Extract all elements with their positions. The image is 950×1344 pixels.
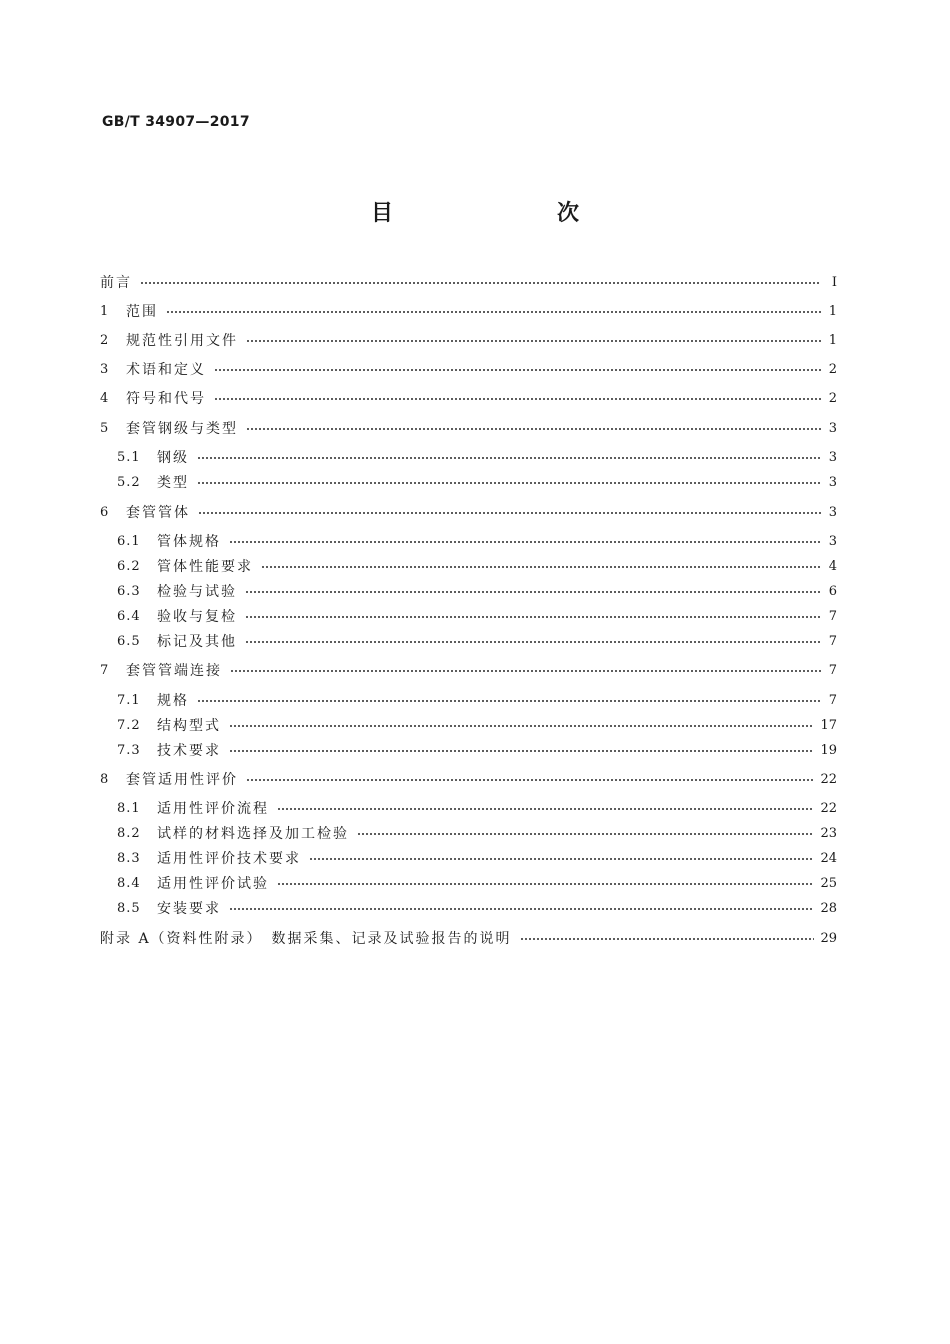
toc-entry-page: 19 bbox=[820, 743, 837, 758]
toc-entry[interactable] bbox=[117, 871, 837, 897]
toc-entry-number: 8.3 bbox=[117, 851, 141, 866]
toc-entry-number: 8.5 bbox=[117, 901, 141, 916]
toc-entry-label: 技术要求 bbox=[157, 743, 221, 759]
toc-entry-page: 4 bbox=[828, 559, 837, 574]
toc-entry-label: 试样的材料选择及加工检验 bbox=[157, 826, 349, 842]
toc-entry-number: 3 bbox=[100, 362, 110, 377]
toc-entry-label: 标记及其他 bbox=[157, 634, 237, 650]
toc-entry-number: 6.4 bbox=[117, 609, 141, 624]
toc-entry-label: 管体规格 bbox=[157, 534, 221, 550]
toc-entry-page: 29 bbox=[820, 931, 837, 946]
toc-entry-label: 适用性评价技术要求 bbox=[157, 851, 301, 867]
toc-title: 目 次 bbox=[370, 201, 619, 226]
toc-entry-label: 类型 bbox=[157, 475, 189, 491]
toc-entry-page: 7 bbox=[828, 693, 837, 708]
toc-entry-label: 安装要求 bbox=[157, 901, 221, 917]
toc-entry-number: 7.3 bbox=[117, 743, 141, 758]
toc-entry-number: 8.4 bbox=[117, 876, 141, 891]
toc-entry-page: 7 bbox=[828, 609, 837, 624]
toc-entry[interactable] bbox=[100, 767, 837, 793]
toc-entry[interactable] bbox=[117, 738, 837, 764]
toc-leader-dots bbox=[230, 670, 821, 672]
toc-entry[interactable] bbox=[100, 299, 837, 325]
toc-entry[interactable] bbox=[100, 500, 837, 526]
toc-entry-label: 适用性评价流程 bbox=[157, 801, 269, 817]
toc-entry[interactable] bbox=[100, 926, 837, 952]
toc-entry-page: 1 bbox=[828, 304, 837, 319]
toc-entry-label: 结构型式 bbox=[157, 718, 221, 734]
toc-entry-number: 8 bbox=[100, 772, 110, 787]
toc-entry-page: 7 bbox=[828, 663, 837, 678]
toc-leader-dots bbox=[229, 908, 814, 910]
toc-leader-dots bbox=[246, 340, 821, 342]
toc-entry-label: 套管管端连接 bbox=[126, 663, 222, 679]
toc-entry-label: 套管适用性评价 bbox=[126, 772, 238, 788]
toc-entry-number: 2 bbox=[100, 333, 110, 348]
toc-entry-label: 适用性评价试验 bbox=[157, 876, 269, 892]
toc-entry[interactable] bbox=[117, 713, 837, 739]
toc-leader-dots bbox=[197, 482, 821, 484]
toc-entry[interactable] bbox=[100, 328, 837, 354]
toc-entry-label: 前言 bbox=[100, 275, 132, 291]
toc-entry-page: 3 bbox=[828, 450, 837, 465]
toc-entry[interactable] bbox=[100, 357, 837, 383]
toc-entry-number: 5.2 bbox=[117, 475, 141, 490]
toc-entry[interactable] bbox=[117, 579, 837, 605]
toc-entry[interactable] bbox=[117, 821, 837, 847]
toc-entry-page: 1 bbox=[828, 333, 837, 348]
toc-entry-page: Ⅰ bbox=[831, 275, 837, 290]
toc-entry-label: 规范性引用文件 bbox=[126, 333, 238, 349]
toc-leader-dots bbox=[214, 369, 821, 371]
toc-entry-label: 规格 bbox=[157, 693, 189, 709]
toc-entry-page: 17 bbox=[820, 718, 837, 733]
toc-entry-label: 附录 A（资料性附录） 数据采集、记录及试验报告的说明 bbox=[100, 931, 512, 947]
toc-entry[interactable] bbox=[117, 604, 837, 630]
toc-entry-page: 25 bbox=[820, 876, 837, 891]
toc-entry-page: 22 bbox=[820, 801, 837, 816]
toc-leader-dots bbox=[309, 858, 814, 860]
toc-entry-number: 8.1 bbox=[117, 801, 141, 816]
standard-code: GB/T 34907—2017 bbox=[102, 114, 250, 130]
toc-entry-label: 套管管体 bbox=[126, 505, 190, 521]
toc-entry-page: 23 bbox=[820, 826, 837, 841]
toc-entry-label: 钢级 bbox=[157, 450, 189, 466]
toc-entry-page: 28 bbox=[820, 901, 837, 916]
toc-leader-dots bbox=[246, 779, 814, 781]
toc-entry[interactable] bbox=[117, 554, 837, 580]
toc-entry-number: 6.3 bbox=[117, 584, 141, 599]
toc-leader-dots bbox=[261, 566, 821, 568]
toc-entry-label: 管体性能要求 bbox=[157, 559, 253, 575]
toc-entry-number: 7.2 bbox=[117, 718, 141, 733]
toc-entry[interactable] bbox=[100, 386, 837, 412]
toc-entry-label: 验收与复检 bbox=[157, 609, 237, 625]
toc-entry-page: 3 bbox=[828, 475, 837, 490]
toc-entry[interactable] bbox=[100, 658, 837, 684]
toc-entry-number: 7 bbox=[100, 663, 110, 678]
toc-entry[interactable] bbox=[117, 896, 837, 922]
toc-leader-dots bbox=[357, 833, 814, 835]
toc-entry-label: 检验与试验 bbox=[157, 584, 237, 600]
toc-entry-label: 术语和定义 bbox=[126, 362, 206, 378]
toc-entry-page: 2 bbox=[828, 362, 837, 377]
toc-entry-label: 范围 bbox=[126, 304, 158, 320]
toc-entry-page: 2 bbox=[828, 391, 837, 406]
toc-entry-number: 6.2 bbox=[117, 559, 141, 574]
toc-entry-number: 4 bbox=[100, 391, 110, 406]
toc-entry-number: 6 bbox=[100, 505, 110, 520]
toc-entry-page: 3 bbox=[828, 534, 837, 549]
toc-entry[interactable] bbox=[117, 470, 837, 496]
toc-leader-dots bbox=[229, 750, 814, 752]
toc-entry-page: 6 bbox=[828, 584, 837, 599]
toc-leader-dots bbox=[198, 512, 821, 514]
toc-leader-dots bbox=[245, 641, 821, 643]
toc-leader-dots bbox=[277, 883, 814, 885]
toc-entry[interactable] bbox=[117, 629, 837, 655]
toc-entry-number: 5.1 bbox=[117, 450, 141, 465]
toc-entry-page: 3 bbox=[828, 421, 837, 436]
toc-entry[interactable] bbox=[117, 796, 837, 822]
toc-entry-number: 1 bbox=[100, 304, 110, 319]
toc-entry[interactable] bbox=[117, 445, 837, 471]
toc-leader-dots bbox=[245, 616, 821, 618]
toc-entry[interactable] bbox=[100, 270, 837, 296]
toc-leader-dots bbox=[245, 591, 821, 593]
toc-leader-dots bbox=[520, 938, 815, 940]
toc-entry-label: 符号和代号 bbox=[126, 391, 206, 407]
toc-entry-label: 套管钢级与类型 bbox=[126, 421, 238, 437]
toc-entry-page: 24 bbox=[820, 851, 837, 866]
toc-entry[interactable] bbox=[100, 416, 837, 442]
toc-entry[interactable] bbox=[117, 846, 837, 872]
toc-entry-number: 5 bbox=[100, 421, 110, 436]
toc-leader-dots bbox=[197, 457, 821, 459]
toc-leader-dots bbox=[166, 311, 821, 313]
toc-leader-dots bbox=[277, 808, 814, 810]
toc-entry[interactable] bbox=[117, 688, 837, 714]
toc-leader-dots bbox=[246, 428, 821, 430]
toc-entry[interactable] bbox=[117, 529, 837, 555]
toc-leader-dots bbox=[229, 725, 814, 727]
toc-entry-number: 7.1 bbox=[117, 693, 141, 708]
toc-entry-page: 22 bbox=[820, 772, 837, 787]
toc-leader-dots bbox=[140, 282, 821, 284]
toc-leader-dots bbox=[214, 398, 821, 400]
toc-entry-number: 8.2 bbox=[117, 826, 141, 841]
toc-entry-number: 6.1 bbox=[117, 534, 141, 549]
toc-entry-page: 7 bbox=[828, 634, 837, 649]
toc-leader-dots bbox=[197, 700, 821, 702]
toc-entry-page: 3 bbox=[828, 505, 837, 520]
toc-leader-dots bbox=[229, 541, 821, 543]
toc-entry-number: 6.5 bbox=[117, 634, 141, 649]
